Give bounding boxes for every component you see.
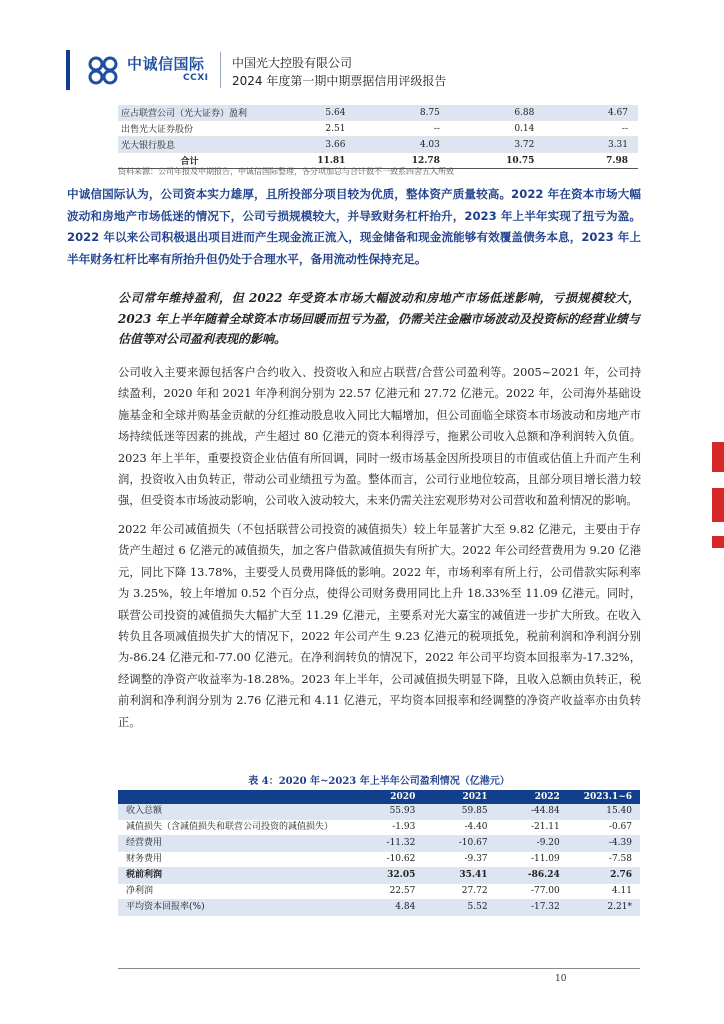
cell: 10.75 — [450, 153, 544, 169]
table-row — [118, 836, 640, 852]
column-header: 2021 — [423, 790, 495, 804]
row-label: 出售光大证券股份 — [118, 121, 261, 137]
cell: 2.76 — [568, 868, 640, 884]
column-header — [118, 790, 351, 804]
column-header: 2022 — [496, 790, 568, 804]
cell: 2.21* — [568, 900, 640, 916]
income-breakdown-table — [118, 105, 638, 169]
cell: -4.39 — [568, 836, 640, 852]
table-caption: 表 4：2020 年~2023 年上半年公司盈利情况（亿港元） — [248, 776, 510, 787]
header-company: 中国光大控股有限公司 — [232, 56, 353, 70]
table-row — [118, 804, 640, 820]
cell: 3.31 — [544, 137, 638, 153]
cell: -17.32 — [496, 900, 568, 916]
paragraph-income: 公司收入主要来源包括客户合约收入、投资收入和应占联营/合营公司盈利等。2005~2021 年，公司持续盈利，2020 年和 2021 年净利润分别为 22.57 亿港元和 27.72 亿港元。2022 年，公司海外基础设施基金和全球并购基金贡献的分红推动股息收入同比大幅增加，但公司面临全球资本市场波动和房地产市场持续低迷等因素的挑战，产生超过 80 亿港元的资本利得浮亏，拖累公司收入总额和净利润转入负值。2023 年上半年，重要投资企业估值有所回调，同时一级市场基金因所投项目的市值或估值上升而产生利润，投资收入由负转正，带动公司业绩扭亏为盈。整体而言，公司行业地位较高，且部分项目增长潜力较强，但受资本市场波动影响，公司收入波动较大，未来仍需关注宏观形势对公司营收和盈利情况的影响。 — [118, 366, 641, 508]
header-accent-bar — [66, 50, 70, 90]
paragraph-impairment: 2022 年公司减值损失（不包括联营公司投资的减值损失）较上年显著扩大至 9.82 亿港元，主要由于存货产生超过 6 亿港元的减值损失，加之客户借款减值损失有所扩大。2022 年公司经营费用为 9.20 亿港元，同比下降 13.78%，主要受人员费用降低的影响。2022 年，市场利率有所上行，公司借款实际利率为 3.25%，较上年增加 0.52 个百分点，使得公司财务费用同比上升 18.33%至 11.09 亿港元。同时，联营公司投资的减值损失大幅扩大至 11.29 亿港元，主要系对光大嘉宝的减值进一步扩大所致。在收入转负且各项减值损失扩大的情况下，2022 年公司产生 9.23 亿港元的税项抵免，税前利润和净利润分别为-86.24 亿港元和-77.00 亿港元。在净利润转负的情况下，2022 年公司平均资本回报率为-17.32%，经调整的净资产收益率为-18.28%。2023 年上半年，公司减值损失明显下降，且收入总额由负转正，税前利润和净利润分别为 2.76 亿港元和 4.11 亿港元，平均资本回报率和经调整的净资产收益率亦由负转正。 — [118, 523, 641, 729]
cell: 4.84 — [351, 900, 423, 916]
rating-summary: 中诚信国际认为，公司资本实力雄厚，且所投部分项目较为优质，整体资产质量较高。2022 年在资本市场大幅波动和房地产市场低迷的情况下，公司亏损规模较大，并导致财务杠杆抬升，2023 年上半年实现了扭亏为盈。2022 年以来公司积极退出项目进而产生现金流正流入，现金储备和现金流能够有效覆盖债务本息，2023 年上半年财务杠杆比率有所抬升但仍处于合理水平，备用流动性保持充足。 — [67, 187, 641, 266]
cell: 8.75 — [355, 105, 449, 121]
cell: -4.40 — [423, 820, 495, 836]
section-heading: 公司常年维持盈利，但 2022 年受资本市场大幅波动和房地产市场低迷影响，亏损规模较大，2023 年上半年随着全球资本市场回暖而扭亏为盈，仍需关注金融市场波动及投资标的经营业绩与估值等对公司盈利表现的影响。 — [118, 291, 640, 346]
cell: 12.78 — [355, 153, 449, 169]
cell: -7.58 — [568, 852, 640, 868]
cell: 35.41 — [423, 868, 495, 884]
cell: 3.66 — [261, 137, 355, 153]
cell: -10.62 — [351, 852, 423, 868]
edge-decoration — [712, 488, 724, 522]
column-header: 2020 — [351, 790, 423, 804]
cell: -21.11 — [496, 820, 568, 836]
cell: 5.52 — [423, 900, 495, 916]
cell: 15.40 — [568, 804, 640, 820]
row-label: 财务费用 — [118, 852, 351, 868]
cell: 3.72 — [450, 137, 544, 153]
cell: 4.11 — [568, 884, 640, 900]
logo-text-en: CCXI — [183, 73, 209, 83]
row-label: 合计 — [118, 153, 261, 169]
row-label: 减值损失（含减值损失和联营公司投资的减值损失） — [118, 820, 351, 836]
row-label: 经营费用 — [118, 836, 351, 852]
cell: 32.05 — [351, 868, 423, 884]
table-row — [118, 868, 640, 884]
table-row — [118, 852, 640, 868]
row-label: 税前利润 — [118, 868, 351, 884]
cell: -77.00 — [496, 884, 568, 900]
table-source-note: 资料来源：公司年报及中期报告，中诚信国际整理，各分项加总与合计数不一致系四舍五入所致 — [118, 167, 454, 176]
cell: 59.85 — [423, 804, 495, 820]
cell: -44.84 — [496, 804, 568, 820]
edge-decoration — [712, 536, 724, 548]
profitability-table — [118, 790, 640, 916]
cell: 0.14 — [450, 121, 544, 137]
row-label: 应占联营公司（光大证券）盈利 — [118, 105, 261, 121]
edge-decoration — [712, 442, 724, 472]
table-row — [118, 820, 640, 836]
cell: 6.88 — [450, 105, 544, 121]
cell: -- — [544, 121, 638, 137]
table-header-row — [118, 790, 640, 804]
cell: -86.24 — [496, 868, 568, 884]
table-row — [118, 900, 640, 916]
cell: -11.32 — [351, 836, 423, 852]
table-row — [118, 105, 638, 121]
cell: 5.64 — [261, 105, 355, 121]
logo-text-cn: 中诚信国际 — [127, 55, 205, 73]
cell: 4.03 — [355, 137, 449, 153]
cell: -1.93 — [351, 820, 423, 836]
row-label: 收入总额 — [118, 804, 351, 820]
table-row — [118, 884, 640, 900]
cell: -9.37 — [423, 852, 495, 868]
cell: -11.09 — [496, 852, 568, 868]
header-report-title: 2024 年度第一期中期票据信用评级报告 — [232, 74, 447, 88]
cell: 4.67 — [544, 105, 638, 121]
cell: 2.51 — [261, 121, 355, 137]
table-row — [118, 137, 638, 153]
cell: 27.72 — [423, 884, 495, 900]
cell: -10.67 — [423, 836, 495, 852]
row-label: 平均资本回报率(%) — [118, 900, 351, 916]
table-row — [118, 121, 638, 137]
cell: -9.20 — [496, 836, 568, 852]
page-number: 10 — [555, 974, 567, 984]
row-label: 净利润 — [118, 884, 351, 900]
row-label: 光大银行股息 — [118, 137, 261, 153]
cell: 55.93 — [351, 804, 423, 820]
column-header: 2023.1~6 — [568, 790, 640, 804]
cell: -0.67 — [568, 820, 640, 836]
footer-rule — [118, 968, 640, 969]
cell: 7.98 — [544, 153, 638, 169]
cell: 22.57 — [351, 884, 423, 900]
cell: -- — [355, 121, 449, 137]
header-divider — [220, 52, 221, 88]
cell: 11.81 — [261, 153, 355, 169]
